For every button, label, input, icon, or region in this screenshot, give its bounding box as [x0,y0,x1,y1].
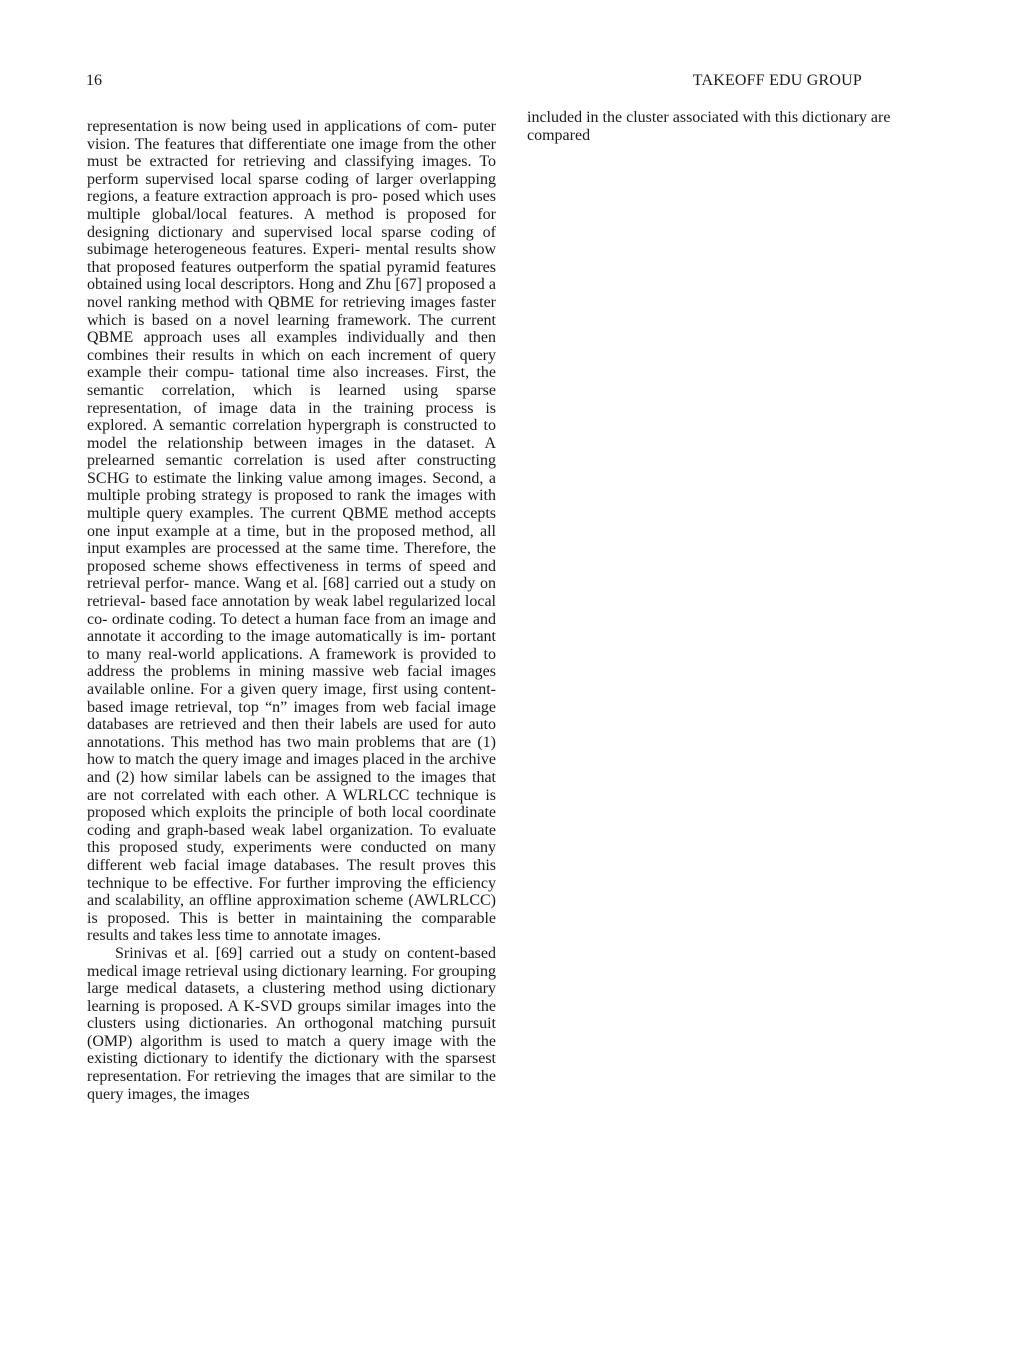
running-head: TAKEOFF EDU GROUP [692,72,862,89]
page-number: 16 [86,72,102,89]
body-paragraph: Srinivas et al. [69] carried out a study on content-based medical image retrieval using dictionary learning. For grouping large medical datasets, a clustering method using dictionary learning is proposed. A K-SVD groups similar images into the clusters using dictionaries. An orthogonal matching pursuit (OMP) algorithm is used to match a query image with the existing dictionary to identify the dictionary with the sparsest representation. For retrieving the images that are similar to the query images, the images [87,944,496,1103]
body-paragraph: included in the cluster associated with this dictionary are compared [527,109,891,144]
right-column [527,109,947,144]
left-column [87,118,496,1103]
body-paragraph: representation is now being used in applications of com- puter vision. The features that differentiate one image from the other must be extracted for retrieving and classifying images. To perform supervised local sparse coding of larger overlapping regions, a feature extraction approach is pro- posed which uses multiple global/local features. A method is proposed for designing dictionary and supervised local sparse coding of subimage heterogeneous features. Experi- mental results show that proposed features outperform the spatial pyramid features obtained using local descriptors. Hong and Zhu [67] proposed a novel ranking method with QBME for retrieving images faster which is based on a novel learning framework. The current QBME approach uses all examples individually and then combines their results in which on each increment of query example their compu- tational time also increases. First, the semantic correlation, which is learned using sparse representation, of image data in the training process is explored. A semantic correlation hypergraph is constructed to model the relationship between images in the dataset. A prelearned semantic correlation is used after constructing SCHG to estimate the linking value among images. Second, a multiple probing strategy is proposed to rank the images with multiple query examples. The current QBME method accepts one input example at a time, but in the proposed method, all input examples are processed at the same time. Therefore, the proposed scheme shows effectiveness in terms of speed and retrieval perfor- mance. Wang et al. [68] carried out a study on retrieval- based face annotation by weak label regularized local co- ordinate coding. To detect a human face from an image and annotate it according to the image automatically is im- portant to many real-world applications. A framework is provided to address the problems in mining massive web facial images available online. For a given query image, first using content-based image retrieval, top “n” images from web facial image databases are retrieved and then their labels are used for auto annotations. This method has two main problems that are (1) how to match the query image and images placed in the archive and (2) how similar labels can be assigned to the images that are not correlated with each other. A WLRLCC technique is proposed which exploits the principle of both local coordinate coding and graph-based weak label organization. To evaluate this proposed study, experiments were conducted on many different web facial image databases. The result proves this technique to be effective. For further improving the efficiency and scalability, an offline approximation scheme (AWLRLCC) is proposed. This is better in maintaining the comparable results and takes less time to annotate images. [87,118,496,945]
